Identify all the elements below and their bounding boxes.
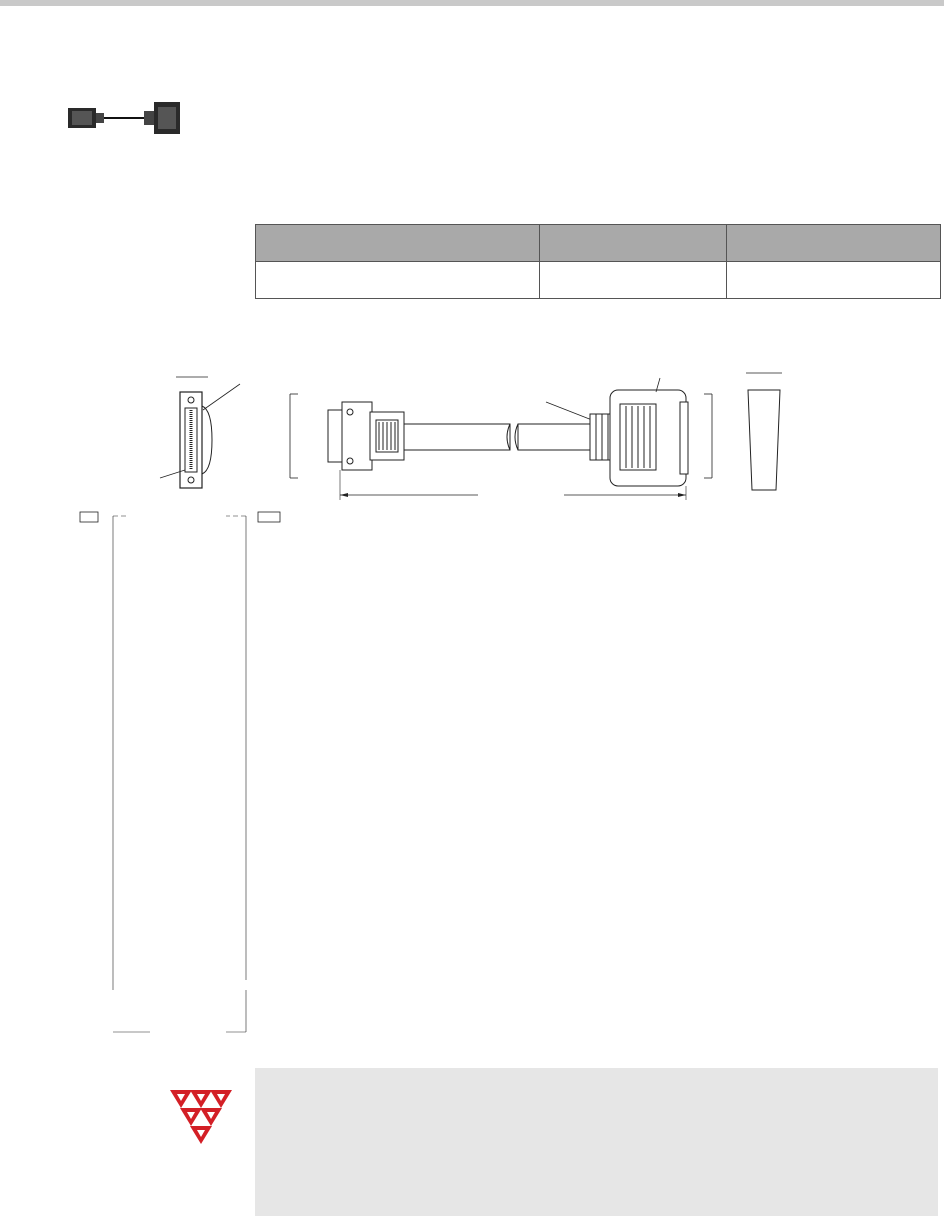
spec-cell — [727, 262, 941, 299]
cable-drawing — [0, 350, 944, 1050]
spec-table-header-row — [256, 225, 941, 262]
spec-table-row — [256, 262, 941, 299]
note-box — [255, 1068, 938, 1216]
cable-thumbnail-icon — [64, 98, 184, 138]
spec-table — [255, 224, 941, 299]
company-logo-icon — [170, 1086, 232, 1146]
wiring-schematic — [80, 510, 280, 1036]
top-rule — [0, 0, 944, 6]
spec-header-cell — [256, 225, 540, 262]
spec-cell — [256, 262, 540, 299]
spec-header-cell — [540, 225, 727, 262]
male-connector-view — [160, 377, 240, 488]
spec-cell — [540, 262, 727, 299]
cable-side-view — [290, 378, 712, 501]
female-connector-view — [746, 373, 782, 490]
spec-header-cell — [727, 225, 941, 262]
